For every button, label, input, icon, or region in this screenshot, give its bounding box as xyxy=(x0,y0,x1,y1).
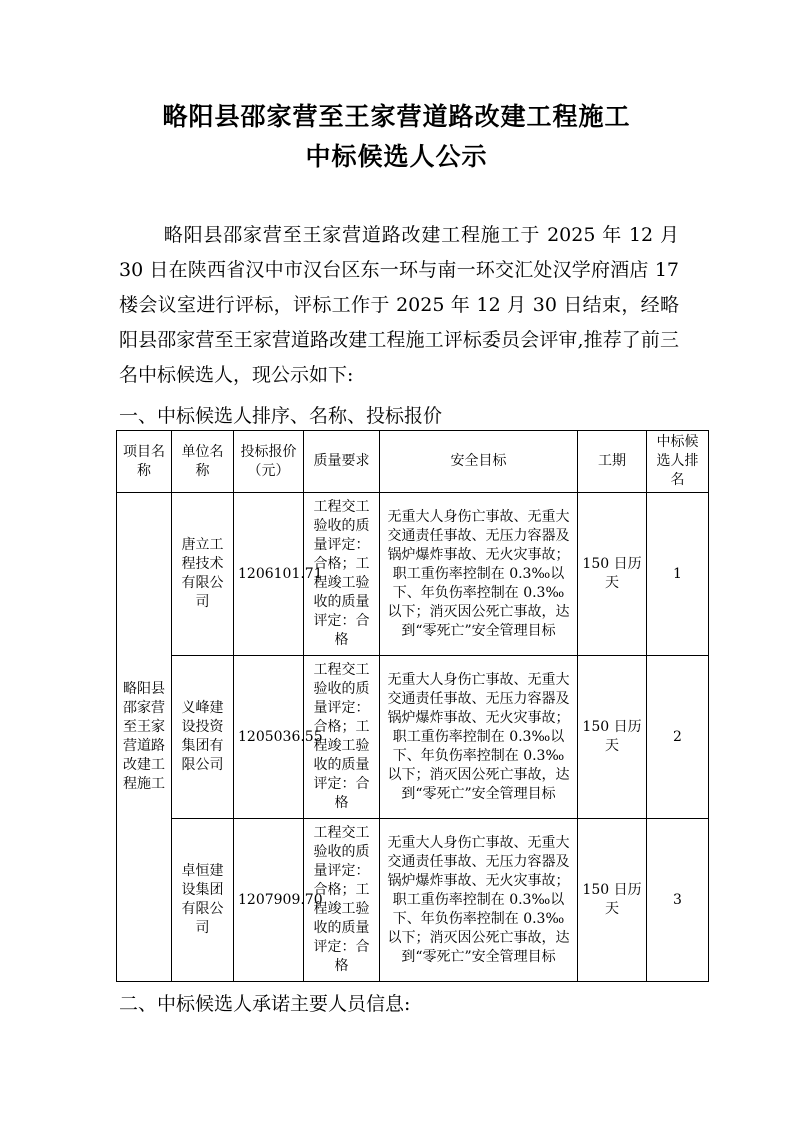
rank-cell: 2 xyxy=(647,656,709,819)
header-project: 项目名称 xyxy=(117,431,172,493)
section-heading-candidates: 一、中标候选人排序、名称、投标报价 xyxy=(119,405,443,427)
header-period: 工期 xyxy=(578,431,647,493)
safety-cell: 无重大人身伤亡事故、无重大交通责任事故、无压力容器及锅炉爆炸事故、无火灾事故；职工重伤率控制在 0.3‰以下、年负伤率控制在 0.3‰ 以下；消灭因公死亡事故，达到“零死亡”安全管理目标 xyxy=(380,656,578,819)
section-heading-personnel: 二、中标候选人承诺主要人员信息: xyxy=(119,993,411,1015)
table-row xyxy=(117,656,709,819)
safety-cell: 无重大人身伤亡事故、无重大交通责任事故、无压力容器及锅炉爆炸事故、无火灾事故；职工重伤率控制在 0.3‰以下、年负伤率控制在 0.3‰ 以下；消灭因公死亡事故，达到“零死亡”安全管理目标 xyxy=(380,819,578,982)
period-cell: 150 日历天 xyxy=(578,493,647,656)
price-cell: 1206101.71 xyxy=(234,493,304,656)
project-name-cell: 略阳县邵家营至王家营道路改建工程施工 xyxy=(117,493,172,982)
table-header-row xyxy=(117,431,709,493)
header-company: 单位名称 xyxy=(172,431,234,493)
document-title-line2: 中标候选人公示 xyxy=(305,142,488,171)
quality-cell: 工程交工验收的质量评定：合格；工程竣工验收的质量评定：合格 xyxy=(304,819,380,982)
price-cell: 1205036.55 xyxy=(234,656,304,819)
table-row xyxy=(117,819,709,982)
header-quality: 质量要求 xyxy=(304,431,380,493)
rank-cell: 1 xyxy=(647,493,709,656)
price-cell: 1207909.70 xyxy=(234,819,304,982)
safety-cell: 无重大人身伤亡事故、无重大交通责任事故、无压力容器及锅炉爆炸事故、无火灾事故；职工重伤率控制在 0.3‰以下、年负伤率控制在 0.3‰ 以下；消灭因公死亡事故，达到“零死亡”安全管理目标 xyxy=(380,493,578,656)
header-rank: 中标候选人排名 xyxy=(647,431,709,493)
candidate-table xyxy=(116,430,709,982)
quality-cell: 工程交工验收的质量评定：合格；工程竣工验收的质量评定：合格 xyxy=(304,493,380,656)
period-cell: 150 日历天 xyxy=(578,819,647,982)
header-price: 投标报价（元） xyxy=(234,431,304,493)
document-title-line1: 略阳县邵家营至王家营道路改建工程施工 xyxy=(162,102,631,131)
quality-cell: 工程交工验收的质量评定：合格；工程竣工验收的质量评定：合格 xyxy=(304,656,380,819)
company-cell: 唐立工程技术有限公司 xyxy=(172,493,234,656)
table-row xyxy=(117,493,709,656)
intro-text: 略阳县邵家营至王家营道路改建工程施工于 2025 年 12 月 30 日在陕西省汉中市汉台区东一环与南一环交汇处汉学府酒店 17 楼会议室进行评标，评标工作于 2025 年 12 月 30 日结束，经略阳县邵家营至王家营道路改建工程施工评标委员会评审,推荐了前三名中标候选人，现公示如下: xyxy=(119,224,679,386)
company-cell: 义峰建设投资集团有限公司 xyxy=(172,656,234,819)
header-safety: 安全目标 xyxy=(380,431,578,493)
rank-cell: 3 xyxy=(647,819,709,982)
company-cell: 卓恒建设集团有限公司 xyxy=(172,819,234,982)
intro-paragraph xyxy=(119,218,679,393)
period-cell: 150 日历天 xyxy=(578,656,647,819)
